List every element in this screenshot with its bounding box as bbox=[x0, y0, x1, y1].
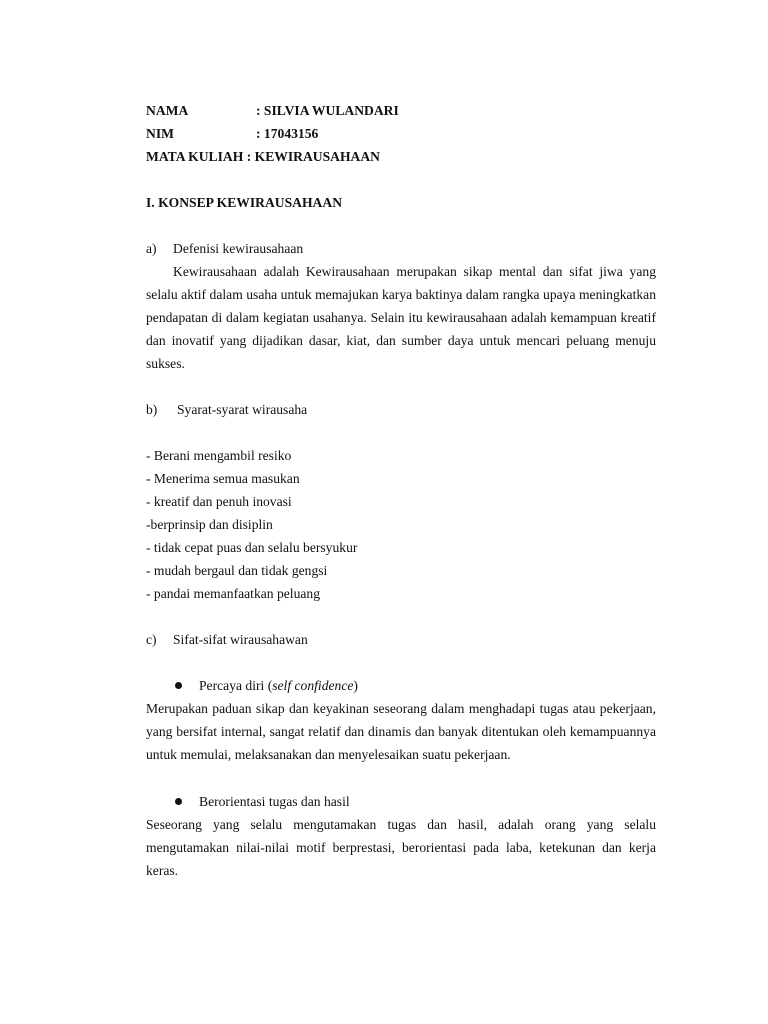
subsection-a-heading bbox=[146, 241, 303, 257]
subsection-c-title: Sifat-sifat wirausahawan bbox=[173, 632, 308, 647]
trait-heading-berorientasi bbox=[175, 794, 350, 810]
list-item: - pandai memanfaatkan peluang bbox=[146, 586, 320, 601]
list-item: - kreatif dan penuh inovasi bbox=[146, 494, 292, 509]
section-title: I. KONSEP KEWIRAUSAHAAN bbox=[146, 195, 343, 210]
subsection-a-paragraph: Kewirausahaan adalah Kewirausahaan merupakan sikap mental dan sifat jiwa yang selalu aktif dalam usaha untuk memajukan karya baktinya dalam rangka upaya meningkatkan pendapatan di dalam kegiatan usahanya. Selain itu kewirausahaan adalah kemampuan kreatif dan inovatif yang dijadikan dasar, kiat, dan sumber daya untuk mencari peluang menuju sukses. bbox=[146, 264, 656, 371]
nama-label: NAMA bbox=[146, 103, 189, 118]
trait-description-percaya-diri: Merupakan paduan sikap dan keyakinan seseorang dalam menghadapi tugas atau pekerjaan, yang bersifat internal, sangat relatif dan dinamis dan banyak ditentukan oleh kemampuannya untuk memulai, melaksanakan dan menyelesaikan suatu pekerjaan. bbox=[146, 701, 656, 762]
trait-heading-percaya-diri bbox=[175, 678, 358, 694]
subsection-a-marker: a) bbox=[146, 241, 157, 256]
list-item: - Berani mengambil resiko bbox=[146, 448, 292, 463]
bullet-icon bbox=[175, 682, 182, 689]
list-item: - tidak cepat puas dan selalu bersyukur bbox=[146, 540, 358, 555]
subsection-b-heading bbox=[146, 402, 307, 418]
header-nama-row bbox=[146, 103, 399, 119]
nim-label: NIM bbox=[146, 126, 174, 141]
subsection-c-marker: c) bbox=[146, 632, 157, 647]
header-nim-row bbox=[146, 126, 318, 142]
trait-title-suffix: ) bbox=[353, 678, 358, 693]
subsection-b-title: Syarat-syarat wirausaha bbox=[177, 402, 308, 417]
nim-value: : 17043156 bbox=[256, 126, 319, 141]
subsection-b-marker: b) bbox=[146, 402, 158, 417]
trait-title-italic: self confidence bbox=[272, 678, 354, 693]
list-item: - Menerima semua masukan bbox=[146, 471, 300, 486]
subsection-a-title: Defenisi kewirausahaan bbox=[173, 241, 304, 256]
list-item: -berprinsip dan disiplin bbox=[146, 517, 273, 532]
subsection-c-heading bbox=[146, 632, 308, 648]
nama-value: : SILVIA WULANDARI bbox=[256, 103, 399, 118]
bullet-icon bbox=[175, 798, 182, 805]
trait-title-prefix: Berorientasi tugas dan hasil bbox=[199, 794, 350, 809]
trait-description-berorientasi: Seseorang yang selalu mengutamakan tugas dan hasil, adalah orang yang selalu mengutamakan nilai-nilai motif berprestasi, berorientasi pada laba, ketekunan dan kerja keras. bbox=[146, 817, 656, 878]
trait-title-prefix: Percaya diri ( bbox=[199, 678, 273, 693]
list-item: - mudah bergaul dan tidak gengsi bbox=[146, 563, 328, 578]
header-matakuliah-row: MATA KULIAH : KEWIRAUSAHAAN bbox=[146, 149, 380, 164]
